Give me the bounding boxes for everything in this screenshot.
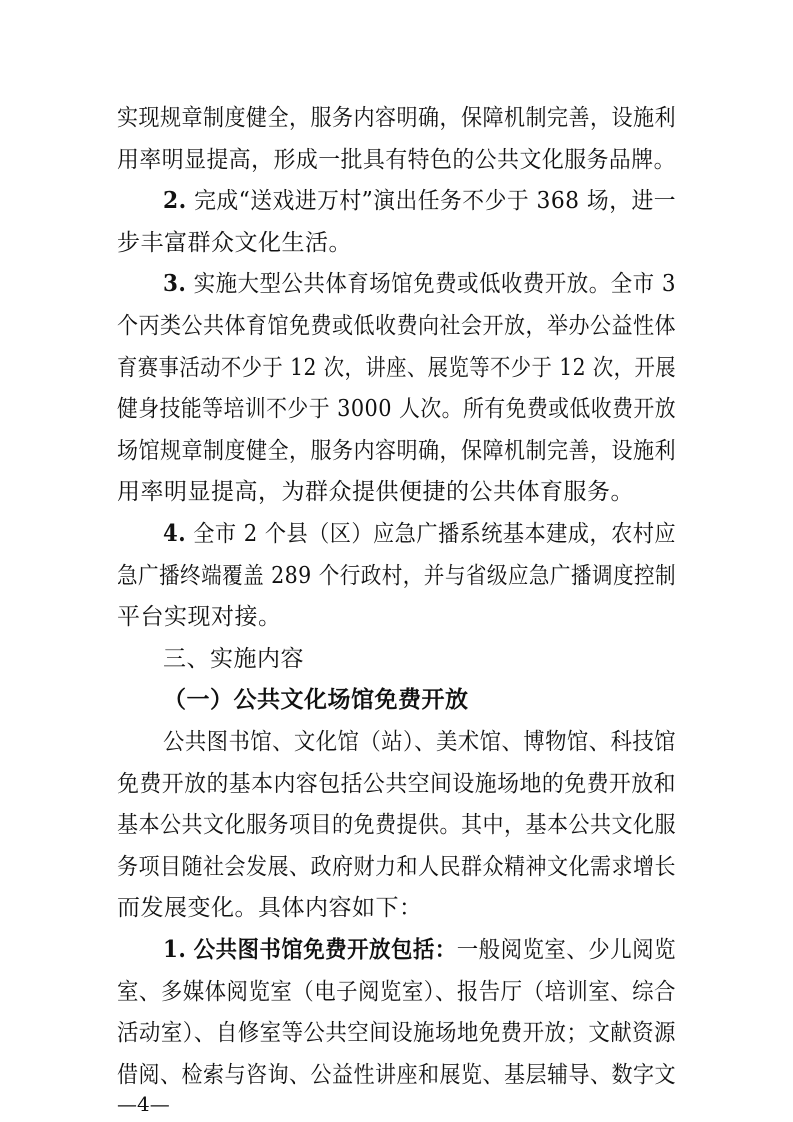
item-number: 2. bbox=[163, 187, 187, 215]
page-number bbox=[117, 1092, 170, 1116]
text: 用率明显提高，为群众提供便捷的公共体育服务。 bbox=[117, 479, 634, 506]
section-heading bbox=[163, 644, 304, 674]
body-text-line bbox=[117, 311, 676, 341]
numbered-item-line bbox=[163, 269, 676, 299]
subsection-heading bbox=[163, 685, 469, 715]
body-text-line bbox=[117, 977, 676, 1007]
text: 平台实现对接。 bbox=[117, 604, 282, 631]
item-lead-text: 公共图书馆免费开放包括： bbox=[193, 937, 457, 963]
text: 活动室）、自修室等公共空间设施场地免费开放；文献资源 bbox=[117, 1020, 676, 1047]
numbered-item-line bbox=[163, 186, 676, 216]
text: 用率明显提高，形成一批具有特色的公共文化服务品牌。 bbox=[117, 146, 677, 173]
text: 借阅、检索与咨询、公益性讲座和展览、基层辅导、数字文 bbox=[117, 1061, 677, 1088]
text: 步丰富群众文化生活。 bbox=[117, 229, 352, 256]
numbered-item-line bbox=[163, 519, 676, 549]
text: 育赛事活动不少于 12 次，讲座、展览等不少于 12 次，开展 bbox=[117, 354, 676, 381]
body-text-line bbox=[117, 228, 352, 258]
body-text-line bbox=[117, 769, 676, 799]
text: 基本公共文化服务项目的免费提供。其中，基本公共文化服 bbox=[117, 812, 677, 839]
body-text-line bbox=[117, 394, 676, 424]
body-text-line bbox=[117, 893, 423, 923]
text: 完成“送戏进万村”演出任务不少于 368 场，进一 bbox=[194, 188, 677, 215]
body-text-line bbox=[117, 1018, 676, 1048]
text: 场馆规章制度健全，服务内容明确，保障机制完善，设施利 bbox=[117, 437, 677, 464]
paragraph-first-line bbox=[163, 727, 676, 757]
body-text-line bbox=[117, 1060, 676, 1090]
text: 急广播终端覆盖 289 个行政村，并与省级应急广播调度控制 bbox=[117, 562, 677, 589]
body-text-line bbox=[117, 602, 282, 632]
body-text-line bbox=[117, 353, 676, 383]
section-heading-text: 三、实施内容 bbox=[163, 645, 304, 672]
body-text-line bbox=[117, 477, 634, 507]
text: 健身技能等培训不少于 3000 人次。所有免费或低收费开放 bbox=[117, 396, 676, 423]
text: 实施大型公共体育场馆免费或低收费开放。全市 3 bbox=[193, 271, 676, 298]
text: 务项目随社会发展、政府财力和人民群众精神文化需求增长 bbox=[117, 853, 677, 880]
body-text-line bbox=[117, 810, 676, 840]
text: 公共图书馆、文化馆（站）、美术馆、博物馆、科技馆 bbox=[163, 729, 676, 755]
body-text-line bbox=[117, 145, 676, 175]
body-text-line bbox=[117, 103, 676, 133]
text: 全市 2 个县（区）应急广播系统基本建成，农村应 bbox=[193, 521, 677, 547]
item-number: 3. bbox=[163, 270, 187, 298]
text: 一般阅览室、少儿阅览 bbox=[456, 937, 676, 963]
subsection-heading-text: （一）公共文化场馆免费开放 bbox=[163, 687, 469, 714]
body-text-line bbox=[117, 852, 676, 882]
body-text-line bbox=[117, 436, 676, 466]
item-number: 1. bbox=[163, 936, 187, 963]
page-number-text: —4— bbox=[117, 1092, 170, 1116]
text: 个丙类公共体育馆免费或低收费向社会开放，举办公益性体 bbox=[117, 313, 677, 339]
body-text-line bbox=[117, 561, 676, 591]
text: 室、多媒体阅览室（电子阅览室）、报告厅（培训室、综合 bbox=[117, 978, 676, 1005]
text: 而发展变化。具体内容如下： bbox=[117, 895, 423, 922]
item-number: 4. bbox=[163, 520, 187, 547]
numbered-item-line bbox=[163, 935, 676, 965]
text: 免费开放的基本内容包括公共空间设施场地的免费开放和 bbox=[117, 770, 677, 797]
text: 实现规章制度健全，服务内容明确，保障机制完善，设施利 bbox=[117, 105, 677, 131]
